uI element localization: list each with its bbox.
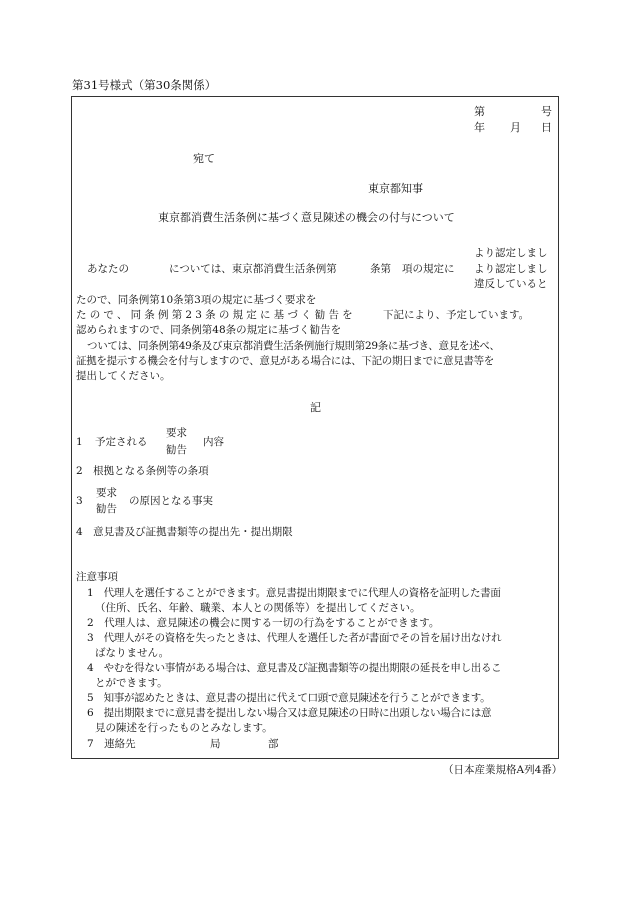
item-3-option-advice: 勧告 <box>96 503 117 515</box>
document-title: 東京都消費生活条例に基づく意見陳述の機会の付与について <box>158 211 455 224</box>
option-recognized-1: より認定しまし <box>474 247 548 259</box>
document-number-suffix: 号 <box>541 105 552 118</box>
note-3-line-1: 3 代理人がその資格を失ったときは、代理人を選任した者が書面でその旨を届け出なけれ <box>87 632 502 644</box>
note-7-bureau: 局 <box>210 738 221 750</box>
note-7-division: 部 <box>268 738 279 750</box>
item-3-option-request: 要求 <box>96 487 117 499</box>
note-1-line-1: 1 代理人を選任することができます。意見書提出期限までに代理人の資格を証明した書面 <box>87 587 501 599</box>
option-suffix: 下記により、予定しています。 <box>383 309 530 321</box>
option-request: たので、同条例第10条第3項の規定に基づく要求を <box>76 294 317 306</box>
item-1-prefix: 予定される <box>95 436 148 448</box>
ki-heading: 記 <box>310 401 321 414</box>
item-4: 4 意見書及び証拠書類等の提出先・提出期限 <box>76 526 293 538</box>
option-recognized-2: より認定しまし <box>474 263 548 275</box>
date-year: 年 <box>474 121 485 134</box>
paragraph-2-line-1: ついては、同条例第49条及び東京都消費生活条例施行規則第29条に基づき、意見を述べ、 <box>87 340 500 352</box>
note-7-label: 7 連絡先 <box>87 738 136 750</box>
notes-heading: 注意事項 <box>76 571 118 583</box>
paragraph-2-line-2: 証拠を提示する機会を付与しますので、意見がある場合には、下記の期日までに意見書等を <box>76 355 494 367</box>
item-2: 2 根拠となる条例等の条項 <box>76 465 209 477</box>
option-advice-48: 認められますので、同条例第48条の規定に基づく勧告を <box>76 324 342 336</box>
date-month: 月 <box>510 121 521 134</box>
note-6-line-1: 6 提出期限までに意見書を提出しない場合又は意見陳述の日時に出頭しない場合には意 <box>87 707 492 719</box>
option-violation: 違反していると <box>474 278 548 290</box>
item-1-number: 1 <box>76 436 83 448</box>
item-1-option-advice: 勧告 <box>166 444 187 456</box>
body-article: 条第 <box>370 263 391 275</box>
form-number: 第31号様式（第30条関係） <box>72 78 217 92</box>
note-4-line-2: とができます。 <box>95 677 168 689</box>
body-lead: あなたの <box>87 263 129 275</box>
issuer: 東京都知事 <box>368 182 423 195</box>
note-6-line-2: 見の陳述を行ったものとみなします。 <box>95 722 273 734</box>
option-advice-23: たので、同条例第23条の規定に基づく勧告を <box>76 309 356 321</box>
body-paragraph: 項の規定に <box>402 263 455 275</box>
item-3-number: 3 <box>76 495 83 507</box>
footer-paper-size: （日本産業規格A列4番） <box>443 764 563 776</box>
form-frame <box>71 96 559 759</box>
body-lead-2: については、東京都消費生活条例第 <box>169 263 337 275</box>
date-day: 日 <box>541 121 552 134</box>
item-3-suffix: の原因となる事実 <box>129 495 213 507</box>
note-4-line-1: 4 やむを得ない事情がある場合は、意見書及び証拠書類等の提出期限の延長を申し出るこ <box>87 662 502 674</box>
item-1-option-request: 要求 <box>166 427 187 439</box>
note-5: 5 知事が認めたときは、意見書の提出に代えて口頭で意見陳述を行うことができます。 <box>87 692 491 704</box>
note-2: 2 代理人は、意見陳述の機会に関する一切の行為をすることができます。 <box>87 617 440 629</box>
document-number-prefix: 第 <box>474 105 485 118</box>
item-1-suffix: 内容 <box>203 436 224 448</box>
addressee: 宛て <box>193 152 215 165</box>
note-1-line-2: （住所、氏名、年齢、職業、本人との関係等）を提出してください。 <box>95 602 421 614</box>
paragraph-2-line-3: 提出してください。 <box>76 370 171 382</box>
note-3-line-2: ばなりません。 <box>95 647 170 659</box>
